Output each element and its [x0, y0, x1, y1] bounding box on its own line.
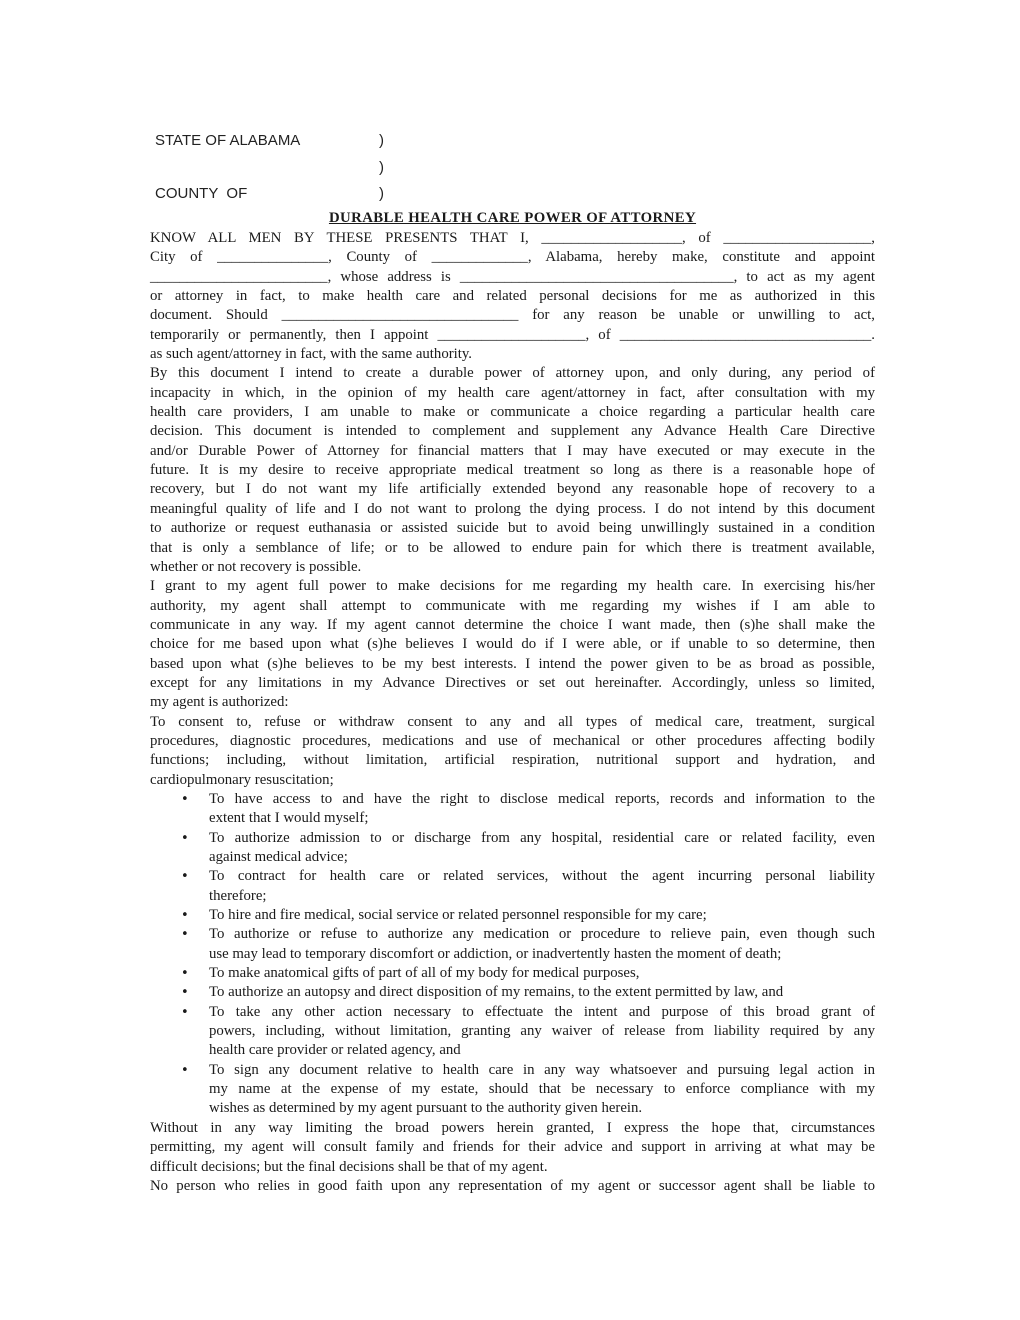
paragraph-line: or attorney in fact, to make health care and related personal decisions for me as authorized in this	[150, 288, 875, 305]
paragraph-line: future. It is my desire to receive appropriate medical treatment so long as there is a reasonable hope of	[150, 462, 875, 479]
bullet-icon: •	[181, 908, 189, 924]
paragraph-line: KNOW ALL MEN BY THESE PRESENTS THAT I, ___________________, of ____________________,	[150, 230, 875, 246]
bullet-line: against medical advice;	[209, 849, 348, 865]
bullet-icon: •	[181, 966, 189, 982]
document-body	[150, 208, 875, 1196]
bullet-line: To take any other action necessary to effectuate the intent and purpose of this broad grant of	[209, 1003, 875, 1020]
caption-row-blank	[155, 155, 415, 182]
purpose-paragraph	[150, 364, 875, 577]
paragraph-line: I grant to my agent full power to make decisions for me regarding my health care. In exercising his/her	[150, 578, 875, 595]
grant-paragraph	[150, 577, 875, 712]
bullet-icon: •	[181, 985, 189, 1001]
paragraph-line: recovery, but I do not want my life artificially extended beyond any reasonable hope of recovery to a	[150, 481, 875, 498]
bullet-line: To authorize admission to or discharge from any hospital, residential care or related facility, even	[209, 829, 875, 846]
paragraph-line: permitting, my agent will consult family and friends for their advice and support in arriving at what may be	[150, 1139, 875, 1156]
paragraph-line: as such agent/attorney in fact, with the same authority.	[150, 346, 473, 363]
caption-county-label: COUNTY OF	[155, 185, 248, 202]
paragraph-line: functions; including, without limitation, artificial respiration, nutritional support and hydration, and	[150, 752, 875, 769]
paragraph-line: incapacity in which, in the opinion of my health care agent/attorney in fact, after consultation with my	[150, 384, 875, 401]
paragraph-line: based upon what (s)he believes to be my best interests. I intend the power given to be as broad as possible,	[150, 655, 875, 672]
document-title: DURABLE HEALTH CARE POWER OF ATTORNEY	[328, 210, 697, 226]
bullet-line: powers, including, without limitation, granting any waiver of release from liability required by any	[209, 1023, 875, 1040]
paragraph-line: Without in any way limiting the broad powers herein granted, I express the hope that, circumstances	[150, 1119, 875, 1136]
bullet-line: therefore;	[209, 887, 267, 904]
paragraph-line: authority, my agent shall attempt to communicate with me regarding my wishes if I am able to	[150, 597, 875, 614]
bullet-line: To have access to and have the right to disclose medical reports, records and information to the	[209, 790, 875, 807]
bullet-item	[150, 906, 875, 925]
bullet-line: To make anatomical gifts of part of all of my body for medical purposes,	[209, 965, 640, 982]
bullet-item	[150, 790, 875, 829]
caption-paren: )	[379, 158, 384, 176]
paragraph-line: choice for me based upon what (s)he believes I would do if I were able, or if unable to so determine, then	[150, 636, 875, 653]
paragraph-line: temporarily or permanently, then I appoint ____________________, of __________________________________.	[150, 326, 875, 343]
bullet-icon: •	[181, 830, 189, 846]
without-limiting-paragraph	[150, 1119, 875, 1177]
bullet-line: wishes as determined by my agent pursuant to the authority given herein.	[209, 1100, 643, 1117]
paragraph-line: document. Should ________________________________ for any reason be unable or unwilling to act,	[150, 307, 875, 324]
paragraph-line: To consent to, refuse or withdraw consent to any and all types of medical care, treatment, surgical	[150, 713, 875, 730]
caption-state-label: STATE OF ALABAMA	[155, 132, 301, 149]
paragraph-line: and/or Durable Power of Attorney for financial matters that I may have executed or may execute in the	[150, 442, 875, 459]
reliance-paragraph	[150, 1177, 875, 1196]
bullet-line: my name at the expense of my estate, should that be necessary to enforce compliance with my	[209, 1081, 875, 1098]
bullet-line: To authorize or refuse to authorize any medication or procedure to relieve pain, even though such	[209, 926, 875, 943]
bullet-icon: •	[181, 927, 189, 943]
bullet-item	[150, 925, 875, 964]
paragraph-line: my agent is authorized:	[150, 694, 289, 711]
bullet-line: To authorize an autopsy and direct disposition of my remains, to the extent permitted by law, and	[209, 984, 784, 1001]
caption-row-county	[155, 181, 415, 208]
paragraph-line: communicate in any way. If my agent cannot determine the choice I want made, then (s)he shall make the	[150, 616, 875, 633]
paragraph-line: By this document I intend to create a durable power of attorney upon, and only during, any period of	[150, 365, 875, 382]
bullet-item	[150, 964, 875, 983]
paragraph-line: health care providers, I am unable to make or communicate a choice regarding a particular health care	[150, 404, 875, 421]
paragraph-line: City of _______________, County of _____________, Alabama, hereby make, constitute and appoint	[150, 249, 875, 266]
bullet-item	[150, 1003, 875, 1061]
bullet-item	[150, 983, 875, 1002]
caption-paren: )	[379, 132, 384, 149]
bullet-icon: •	[181, 791, 189, 807]
paragraph-line: meaningful quality of life and I do not want to prolong the dying process. I do not intend by this document	[150, 500, 875, 517]
paragraph-line: to authorize or request euthanasia or assisted suicide but to avoid being unwillingly sustained in a condition	[150, 520, 875, 537]
bullet-icon: •	[181, 869, 189, 885]
paragraph-line: cardiopulmonary resuscitation;	[150, 771, 334, 788]
paragraph-line: decision. This document is intended to complement and supplement any Advance Health Care Directive	[150, 423, 875, 440]
paragraph-line: No person who relies in good faith upon any representation of my agent or successor agent shall be liable to	[150, 1177, 875, 1194]
paragraph-line: procedures, diagnostic procedures, medications and use of mechanical or other procedures affecting bodily	[150, 732, 875, 749]
bullet-item	[150, 1061, 875, 1119]
paragraph-line: difficult decisions; but the final decisions shall be that of my agent.	[150, 1158, 548, 1175]
paragraph-line: that is only a semblance of life; or to be allowed to endure pain for which there is treatment available,	[150, 539, 875, 556]
authority-bullet-list	[150, 790, 875, 1119]
bullet-line: extent that I would myself;	[209, 810, 369, 827]
paragraph-line: ________________________, whose address is _____________________________________, to act as my agent	[150, 268, 875, 285]
paragraph-line: except for any limitations in my Advance Directives or set out hereinafter. Accordingly, unless so limited,	[150, 674, 875, 691]
paragraph-line: whether or not recovery is possible.	[150, 558, 362, 575]
bullet-icon: •	[181, 1004, 189, 1020]
intro-paragraph	[150, 229, 875, 364]
bullet-line: To sign any document relative to health care in any way whatsoever and pursuing legal action in	[209, 1061, 875, 1078]
bullet-line: use may lead to temporary discomfort or addiction, or inadvertently hasten the moment of death;	[209, 945, 782, 962]
caption-row-state	[155, 128, 415, 155]
bullet-icon: •	[181, 1062, 189, 1078]
bullet-line: To contract for health care or related services, without the agent incurring personal liability	[209, 868, 875, 885]
consent-paragraph	[150, 713, 875, 790]
bullet-line: health care provider or related agency, and	[209, 1042, 461, 1059]
case-caption	[155, 128, 415, 208]
bullet-item	[150, 829, 875, 868]
bullet-line: To hire and fire medical, social service or related personnel responsible for my care;	[209, 907, 707, 924]
caption-paren: )	[379, 185, 384, 202]
bullet-item	[150, 867, 875, 906]
